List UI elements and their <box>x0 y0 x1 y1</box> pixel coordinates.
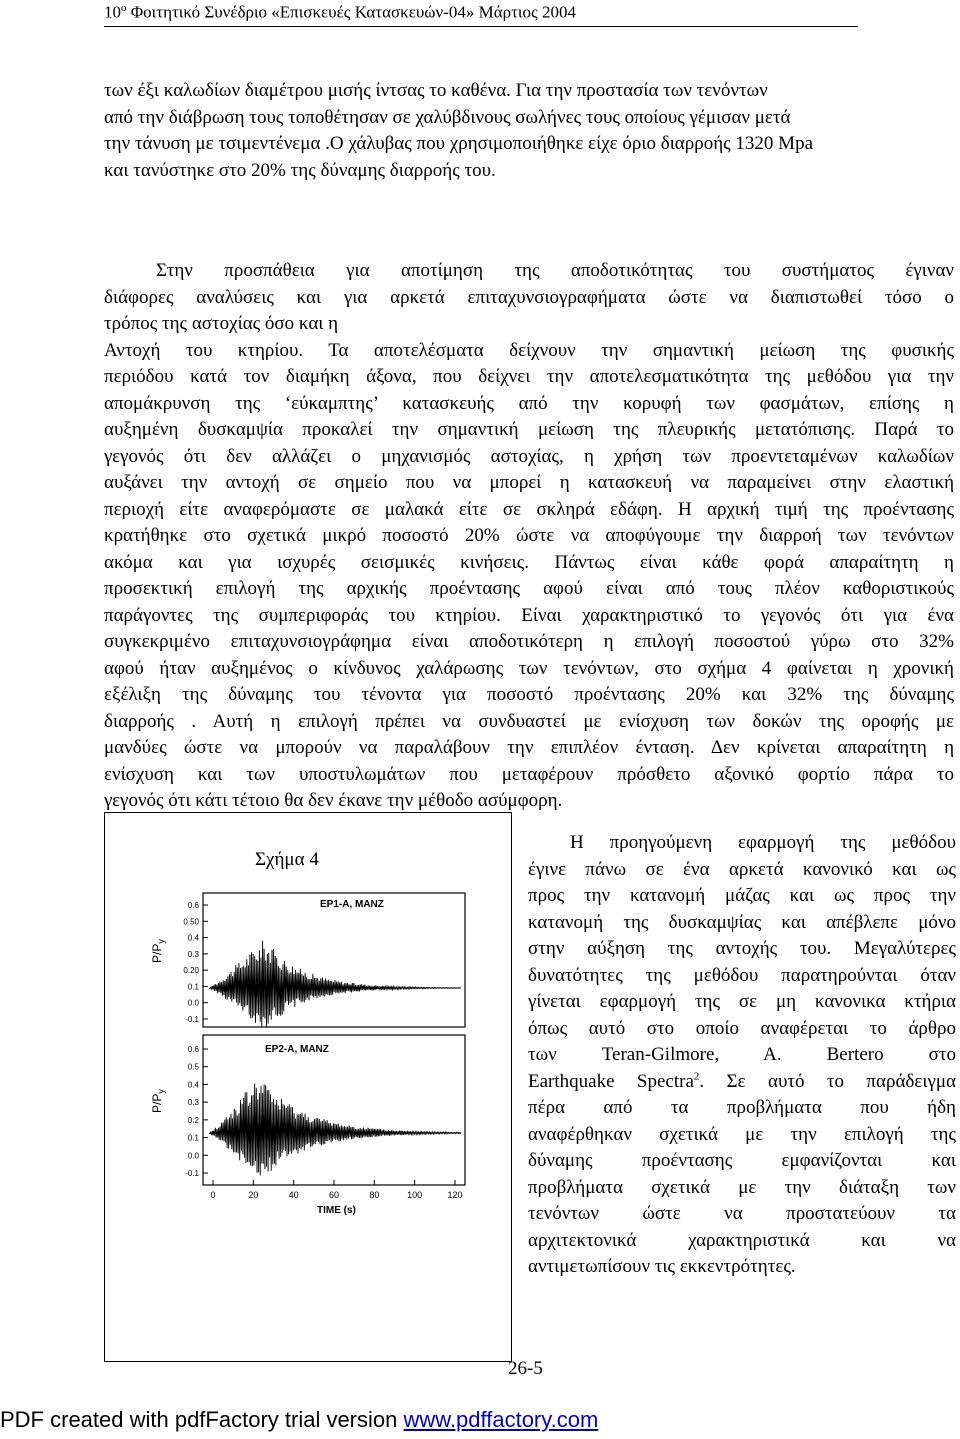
figure-4 <box>104 812 512 1362</box>
top-y-ticks <box>183 901 208 1024</box>
bottom-x-tick-label: 20 <box>248 1190 259 1200</box>
top-y-tick-label: 0.4 <box>187 933 199 943</box>
text-line-reference <box>528 1069 956 1096</box>
text-line: αυξημένη δυσκαμψία προκαλεί την σημαντική μείωση της πλευρικής μετατόπισης. Παρά το <box>104 419 954 440</box>
footer-link[interactable]: www.pdffactory.com <box>403 1407 599 1432</box>
bottom-ylabel <box>150 1089 166 1113</box>
top-ylabel-sub: y <box>156 939 166 944</box>
edition-suffix: ο <box>121 2 127 14</box>
text-line: και τανύστηκε στο 20% της δύναμης διαρροής του. <box>104 159 496 181</box>
side-paragraph <box>528 830 956 1281</box>
bottom-y-ticks <box>185 1045 208 1178</box>
text-line: διαρροής . Αυτή η επιλογή πρέπει να συνδυαστεί με ενίσχυση των δοκών της οροφής με <box>104 710 954 732</box>
bottom-x-tick-label: 60 <box>328 1190 340 1200</box>
bottom-xlabel: TIME (s) <box>317 1205 356 1216</box>
bottom-legend: EP2-A, MANZ <box>265 1044 329 1055</box>
text-line: διάφορες αναλύσεις και για αρκετά επιταχυνσιογραφήματα ώστε να διαπιστωθεί τόσο ο <box>104 286 954 308</box>
bottom-y-tick-label: 0.6 <box>187 1045 199 1054</box>
text-line: πέρα από τα προβλήματα που ήδη <box>528 1097 956 1118</box>
page-number: 26-5 <box>508 1358 543 1379</box>
paragraph-analysis <box>104 258 954 815</box>
header-rule <box>104 26 858 27</box>
text-line: συγκεκριμένο επιταχυνσιογράφημα είναι αποδοτικότερη η επιλογή ποσοστού γύρω στο 32% <box>104 631 954 652</box>
top-y-tick-label: 0.6 <box>187 901 199 910</box>
bottom-y-tick-label: 0.4 <box>187 1080 199 1090</box>
bottom-y-tick-label: 0.3 <box>187 1098 199 1108</box>
text-line: ακόμα και για ισχυρές σεισμικές κινήσεις. Πάντως είναι κάθε φορά απαραίτητη η <box>104 551 954 573</box>
bottom-y-tick-label: 0.0 <box>187 1151 199 1161</box>
bottom-y-tick-label: 0.1 <box>187 1133 199 1143</box>
text-line: στην αύξηση της αντοχής του. Μεγαλύτερες <box>528 938 956 959</box>
text-line: Στην προσπάθεια για αποτίμηση της αποδοτικότητας του συστήματος έγιναν <box>156 260 954 281</box>
bottom-ylabel-main: P/P <box>150 1093 164 1113</box>
reference-number: 2 <box>693 1070 700 1083</box>
text-line: αναφέρθηκαν σχετικά με την επιλογή της <box>528 1123 956 1145</box>
bottom-x-tick-label: 0 <box>210 1190 216 1200</box>
text-line: παράγοντες της συμπεριφοράς του κτηρίου. Είναι χαρακτηριστικό το γεγονός ότι για ένα <box>104 604 954 626</box>
text-line: εξέλιξη της δύναμης του τένοντα για ποσοστό προέντασης 20% και 32% της δύναμης <box>104 684 954 705</box>
text-line: των έξι καλωδίων διαμέτρου μισής ίντσας το καθένα. Για την προστασία των τενόντων <box>104 80 768 101</box>
top-ylabel <box>150 939 166 963</box>
top-y-tick-label: 0.0 <box>187 998 199 1008</box>
header-title: Φοιτητικό Συνέδριο «Επισκευές Κατασκευών-04» Μάρτιος 2004 <box>126 2 576 22</box>
text-line: Η προηγούμενη εφαρμογή της μεθόδου <box>570 832 956 853</box>
bottom-x-tick-label: 120 <box>447 1190 463 1200</box>
text-line: ενίσχυση και των υποστυλωμάτων που μεταφέρουν πρόσθετο αξονικό φορτίο πάρα το <box>104 763 954 785</box>
bottom-x-ticks <box>210 1180 462 1200</box>
top-y-tick-label: 0.3 <box>187 949 199 959</box>
text-line: τρόπος της αστοχίας όσο και η <box>104 313 339 334</box>
text-line: από την διάβρωση τους τοποθέτησαν σε χαλύβδινους σωλήνες τους οποίους γέμισαν μετά <box>104 106 791 128</box>
top-y-tick-label: 0.1 <box>187 982 199 992</box>
text-line: μανδύες ώστε να μπορούν να παραλάβουν την επιπλέον ένταση. Δεν κρίνεται απαραίτητη η <box>104 737 954 758</box>
top-y-tick-label: -0.1 <box>185 1015 199 1024</box>
text-line: γεγονός ότι κάτι τέτοιο θα δεν έκανε την μέθοδο ασύμφορη. <box>104 790 563 811</box>
bottom-y-tick-label: -0.1 <box>185 1169 199 1178</box>
text-line: κατανομή της δυσκαμψίας και απέβλεπε μόνο <box>528 911 956 933</box>
top-trace-line <box>209 941 461 1027</box>
bottom-y-tick-label: 0.5 <box>187 1062 199 1072</box>
top-plot <box>150 893 465 1027</box>
bottom-trace-line <box>209 1084 461 1176</box>
bottom-x-tick-label: 40 <box>288 1190 299 1200</box>
text-line: απομάκρυνση της ‘εύκαμπτης’ κατασκευής από την κορυφή των φασμάτων, επίσης η <box>104 392 954 414</box>
text-line: περιόδου κατά τον διαμήκη άξονα, που δείχνει την αποτελεσματικότητα της μεθόδου για την <box>104 366 954 387</box>
top-legend: EP1-A, MANZ <box>320 899 384 910</box>
figure-caption: Σχήμα 4 <box>255 849 319 870</box>
text-line: δυνατότητες της μεθόδου παρατηρούνται όταν <box>528 964 956 986</box>
bottom-x-tick-label: 80 <box>369 1190 380 1200</box>
top-ylabel-main: P/P <box>150 943 164 963</box>
text-line: αντιμετωπίσουν τις εκκεντρότητες. <box>528 1256 796 1277</box>
text-line: όπως αυτό στο οποίο αναφέρεται το άρθρο <box>528 1017 956 1039</box>
top-plot-frame <box>203 893 465 1027</box>
text-line: περιοχή είτε αναφερόμαστε σε μαλακά είτε σε σκληρά εδάφη. Η αρχική τιμή της προέντασης <box>104 498 954 520</box>
top-y-tick-label: 0.50 <box>183 917 199 927</box>
bottom-y-tick-label: 0.2 <box>187 1115 199 1125</box>
pdf-footer <box>0 1407 960 1433</box>
text-line: κρατήθηκε στο σχετικά μικρό ποσοστό 20% ώστε να αποφύγουμε την διαρροή των τενόντων <box>104 525 954 546</box>
text-line: αφού ήταν αυξημένος ο κίνδυνος χαλάρωσης των τενόντων, στο σχήμα 4 φαίνεται η χρονική <box>104 657 954 679</box>
text-line: έγινε πάνω σε ένα αρκετά κανονικό και ως <box>528 858 956 880</box>
text-line: προσεκτική επιλογή της αρχικής προέντασης αφού είναι από τους πλέον καθοριστικούς <box>104 578 954 599</box>
text-line: γίνεται εφαρμογή της σε μη κανονικα κτήρια <box>528 991 956 1012</box>
running-header <box>104 2 864 23</box>
text-line: γεγονός ότι δεν αλλάζει ο μηχανισμός αστοχίας, η χρήση των προεντεταμένων καλωδίων <box>104 445 954 467</box>
bottom-x-tick-label: 100 <box>407 1190 423 1200</box>
footer-text: PDF created with pdfFactory trial version <box>0 1407 404 1432</box>
paragraph-intro <box>104 78 857 184</box>
text-line: Αντοχή του κτηρίου. Τα αποτελέσματα δείχνουν την σημαντική μείωση της φυσικής <box>104 339 954 361</box>
text-line: προς την κατανομή μάζας και ως προς την <box>528 885 956 906</box>
tendon-force-plots <box>105 813 511 1361</box>
text-line: των Teran-Gilmore, A. Bertero στο <box>528 1044 956 1065</box>
journal-name: Earthquake Spectra <box>528 1070 694 1092</box>
text-line: αυξάνει την αντοχή σε σημείο που να μπορεί η κατασκευή να παραμείνει στην ελαστική <box>104 472 954 493</box>
reference-continuation: . Σε αυτό το παράδειγμα <box>699 1070 956 1092</box>
text-line: τενόντων ώστε να προστατεύουν τα <box>528 1203 956 1224</box>
bottom-ylabel-sub: y <box>156 1089 166 1094</box>
text-line: αρχιτεκτονικά χαρακτηριστικά και να <box>528 1229 956 1251</box>
text-line: δύναμης προέντασης εμφανίζονται και <box>528 1150 956 1171</box>
edition-number: 10 <box>104 2 121 22</box>
text-line: την τάνυση με τσιμεντένεμα .Ο χάλυβας που χρησιμοποιήθηκε είχε όριο διαρροής 1320 Mpa <box>104 133 814 154</box>
bottom-plot <box>150 1035 465 1216</box>
text-line: προβλήματα σχετικά με την διάταξη των <box>528 1176 956 1198</box>
top-y-tick-label: 0.20 <box>183 966 199 976</box>
